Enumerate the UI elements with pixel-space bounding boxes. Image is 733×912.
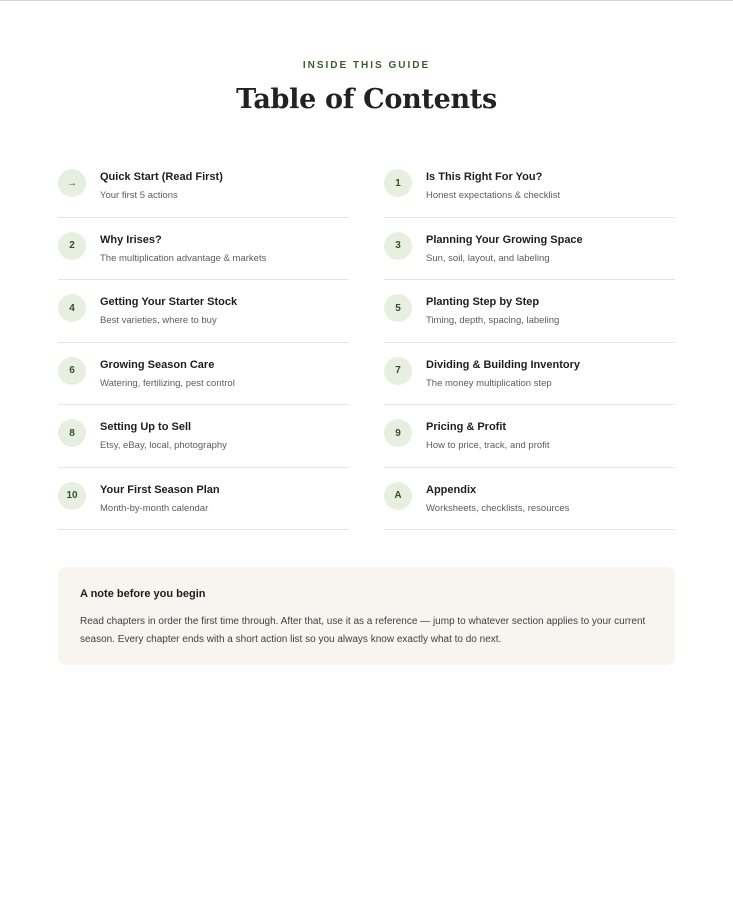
toc-item-chapter-10[interactable] <box>58 468 349 531</box>
toc-item-chapter-3[interactable] <box>384 218 675 281</box>
toc-item-subtitle: Watering, fertilizing, pest control <box>100 377 235 389</box>
toc-item-title: Quick Start (Read First) <box>100 171 223 183</box>
toc-item-quick-start[interactable] <box>58 155 349 218</box>
toc-item-chapter-8[interactable] <box>58 405 349 468</box>
note-title: A note before you begin <box>80 588 206 600</box>
toc-item-subtitle: Worksheets, checklists, resources <box>426 502 570 514</box>
chapter-number-badge: 2 <box>58 232 86 260</box>
toc-item-title: Growing Season Care <box>100 358 215 371</box>
toc-item-chapter-5[interactable] <box>384 280 675 343</box>
toc-item-title: Setting Up to Sell <box>100 421 192 433</box>
arrow-right-icon: → <box>58 169 86 197</box>
chapter-number-badge: 4 <box>58 294 86 322</box>
toc-item-title: Planting Step by Step <box>426 296 540 308</box>
toc-item-title: Getting Your Starter Stock <box>100 296 238 308</box>
toc-item-subtitle: Best varieties, where to buy <box>100 315 217 326</box>
top-divider <box>0 0 733 1</box>
chapter-number-badge: A <box>384 482 412 510</box>
toc-item-subtitle: Etsy, eBay, local, photography <box>100 440 227 451</box>
toc-item-chapter-6[interactable] <box>58 343 349 406</box>
toc-item-title: Dividing & Building Inventory <box>426 358 580 371</box>
toc-item-title: Why Irises? <box>100 233 162 246</box>
toc-item-chapter-1[interactable] <box>384 155 675 218</box>
toc-item-title: Planning Your Growing Space <box>426 233 583 246</box>
chapter-number-badge: 8 <box>58 419 86 447</box>
toc-item-subtitle: Your first 5 actions <box>100 190 178 201</box>
chapter-number-badge: 3 <box>384 232 412 260</box>
toc-item-title: Appendix <box>426 483 477 496</box>
toc-item-title: Your First Season Plan <box>100 483 220 496</box>
chapter-number-badge: 1 <box>384 169 412 197</box>
toc-item-subtitle: Sun, soil, layout, and labeling <box>426 252 550 264</box>
toc-item-chapter-7[interactable] <box>384 343 675 406</box>
toc-item-chapter-2[interactable] <box>58 218 349 281</box>
toc-item-subtitle: The money multiplication step <box>426 377 552 389</box>
toc-item-title: Is This Right For You? <box>426 171 543 183</box>
toc-item-subtitle: How to price, track, and profit <box>426 440 550 451</box>
page-title: Table of Contents <box>236 84 497 115</box>
toc-item-title: Pricing & Profit <box>426 421 507 433</box>
chapter-number-badge: 9 <box>384 419 412 447</box>
toc-item-subtitle: Honest expectations & checklist <box>426 190 561 201</box>
toc-item-subtitle: Month-by-month calendar <box>100 502 209 514</box>
chapter-number-badge: 7 <box>384 357 412 385</box>
toc-item-subtitle: Timing, depth, spacing, labeling <box>426 315 560 326</box>
toc-grid <box>58 155 675 530</box>
chapter-number-badge: 6 <box>58 357 86 385</box>
chapter-number-badge: 5 <box>384 294 412 322</box>
toc-item-chapter-4[interactable] <box>58 280 349 343</box>
note-callout <box>58 567 675 665</box>
chapter-number-badge: 10 <box>58 482 86 510</box>
toc-item-chapter-9[interactable] <box>384 405 675 468</box>
toc-item-appendix[interactable] <box>384 468 675 531</box>
section-eyebrow: INSIDE THIS GUIDE <box>302 60 431 71</box>
toc-item-subtitle: The multiplication advantage & markets <box>100 252 267 264</box>
note-body: Read chapters in order the first time through. After that, use it as a reference — jump to whatever section applies to your current season. Every chapter ends with a short action list so you always know exactly what to do next. <box>80 616 646 645</box>
